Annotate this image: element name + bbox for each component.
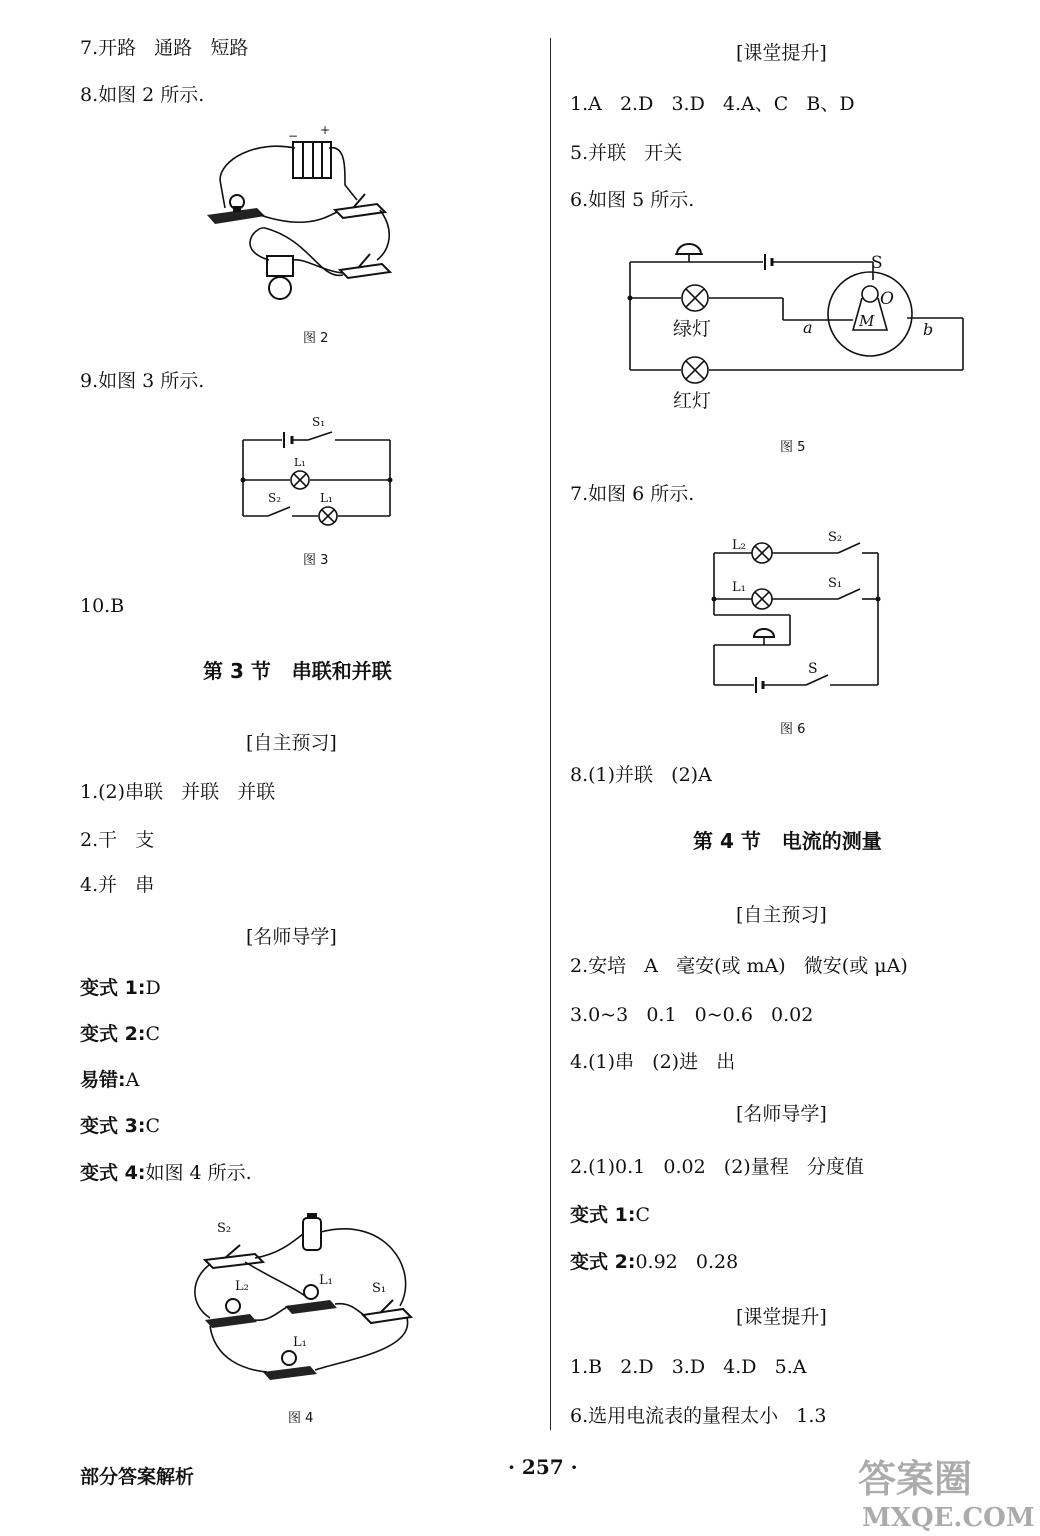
- bell-icon: [267, 256, 293, 299]
- sec3-preview-line: 2.干 支: [80, 829, 155, 851]
- figure-6-circuit: [710, 527, 885, 692]
- sec3-preview-line: 1.(2)串联 并联 并联: [80, 781, 276, 803]
- answer-9: 9.如图 3 所示.: [80, 370, 205, 392]
- fig3-label-s1: S₁: [312, 415, 326, 429]
- lamp-base-icon: [205, 1299, 257, 1328]
- fig5-label-green: 绿灯: [673, 318, 712, 340]
- lamp-base-icon: [263, 1351, 317, 1380]
- figure-2-circuit: [195, 120, 405, 305]
- section-4-title: 第 4 节 电流的测量: [693, 829, 882, 853]
- guide-item: 变式 2:0.92 0.28: [570, 1251, 739, 1273]
- svg-text:−: −: [288, 129, 299, 143]
- figure-6-caption: 图 6: [780, 722, 806, 737]
- fig6-label-s1: S₁: [828, 576, 843, 591]
- figure-5-caption: 图 5: [780, 440, 806, 455]
- fig3-label-l1: L₁: [294, 456, 306, 469]
- figure-4-caption: 图 4: [288, 1411, 314, 1426]
- sec3-preview-heading: [自主预习]: [246, 732, 337, 754]
- sec3-guide-heading: [名师导学]: [246, 926, 337, 948]
- section-3-title: 第 3 节 串联和并联: [203, 659, 392, 683]
- improve-line: 1.A 2.D 3.D 4.A、C B、D: [570, 93, 855, 115]
- fig4-label-l1b: L₁: [293, 1335, 307, 1350]
- guide-item: 变式 4:如图 4 所示.: [80, 1162, 252, 1184]
- fig3-label-s2: S₂: [268, 491, 282, 505]
- switch-icon: [335, 194, 385, 218]
- fig6-label-s2: S₂: [828, 530, 843, 545]
- class-improve-heading: [课堂提升]: [736, 42, 827, 64]
- fig5-label-b: b: [923, 320, 934, 339]
- answer-10: 10.B: [80, 595, 125, 617]
- sec4-guide-line: 2.(1)0.1 0.02 (2)量程 分度值: [570, 1156, 864, 1178]
- figure-3-circuit: [240, 410, 395, 520]
- fig6-label-s: S: [808, 661, 818, 677]
- guide-item: 变式 3:C: [80, 1115, 160, 1137]
- fig6-label-l1: L₁: [732, 580, 746, 595]
- footer-title: 部分答案解析: [80, 1466, 195, 1488]
- answer-7-right: 7.如图 6 所示.: [570, 483, 695, 505]
- answer-8-right: 8.(1)并联 (2)A: [570, 764, 712, 786]
- switch-icon: [340, 254, 390, 278]
- improve-line: 5.并联 开关: [570, 142, 683, 164]
- switch-icon: [205, 1245, 263, 1268]
- page-number: · 257 ·: [508, 1455, 578, 1479]
- battery-icon: [288, 123, 331, 178]
- sec3-preview-line: 4.并 串: [80, 874, 155, 896]
- lamp-base-icon: [207, 195, 265, 224]
- guide-item: 变式 1:C: [570, 1204, 650, 1226]
- improve-line: 6.如图 5 所示.: [570, 189, 695, 211]
- fig5-label-a: a: [803, 318, 813, 337]
- fig4-label-l2: L₂: [235, 1279, 249, 1294]
- lamp-base-icon: [285, 1285, 337, 1314]
- watermark-line2: MXQE.COM: [862, 1503, 1035, 1533]
- guide-item: 变式 2:C: [80, 1023, 160, 1045]
- sec4-improve-line: 1.B 2.D 3.D 4.D 5.A: [570, 1356, 807, 1378]
- sec4-preview-line: 4.(1)串 (2)进 出: [570, 1051, 736, 1073]
- fig5-label-m: M: [859, 312, 875, 330]
- fig4-label-s1: S₁: [372, 1281, 387, 1296]
- switch-icon: [363, 1300, 411, 1323]
- sec4-improve-line: 6.选用电流表的量程太小 1.3: [570, 1405, 827, 1427]
- answer-7: 7.开路 通路 短路: [80, 37, 249, 59]
- guide-item: 变式 1:D: [80, 977, 161, 999]
- answer-8: 8.如图 2 所示.: [80, 84, 205, 106]
- fig5-label-o: O: [880, 289, 894, 309]
- figure-5-circuit: [625, 232, 970, 412]
- watermark-logo-icon: [852, 1452, 1035, 1533]
- fig6-label-l2: L₂: [732, 538, 746, 553]
- watermark-line1: 答案圈: [858, 1456, 973, 1501]
- sec4-preview-heading: [自主预习]: [736, 904, 827, 926]
- fig4-label-l1: L₁: [319, 1273, 333, 1288]
- sec4-improve-heading: [课堂提升]: [736, 1306, 827, 1328]
- fig4-label-s2: S₂: [217, 1221, 232, 1236]
- battery-icon: [303, 1213, 321, 1250]
- figure-4-circuit: [185, 1210, 420, 1390]
- fig3-label-l1b: L₁: [320, 491, 333, 505]
- figure-3-caption: 图 3: [303, 553, 329, 568]
- sec4-preview-line: 2.安培 A 毫安(或 mA) 微安(或 μA): [570, 955, 908, 977]
- sec4-guide-heading: [名师导学]: [736, 1103, 827, 1125]
- sec4-preview-line: 3.0~3 0.1 0~0.6 0.02: [570, 1004, 814, 1026]
- fig5-label-s: S: [871, 253, 883, 273]
- column-divider: [550, 38, 551, 1430]
- figure-2-caption: 图 2: [303, 331, 329, 346]
- guide-item: 易错:A: [80, 1069, 140, 1091]
- fig5-label-red: 红灯: [673, 390, 712, 412]
- svg-text:+: +: [320, 123, 331, 137]
